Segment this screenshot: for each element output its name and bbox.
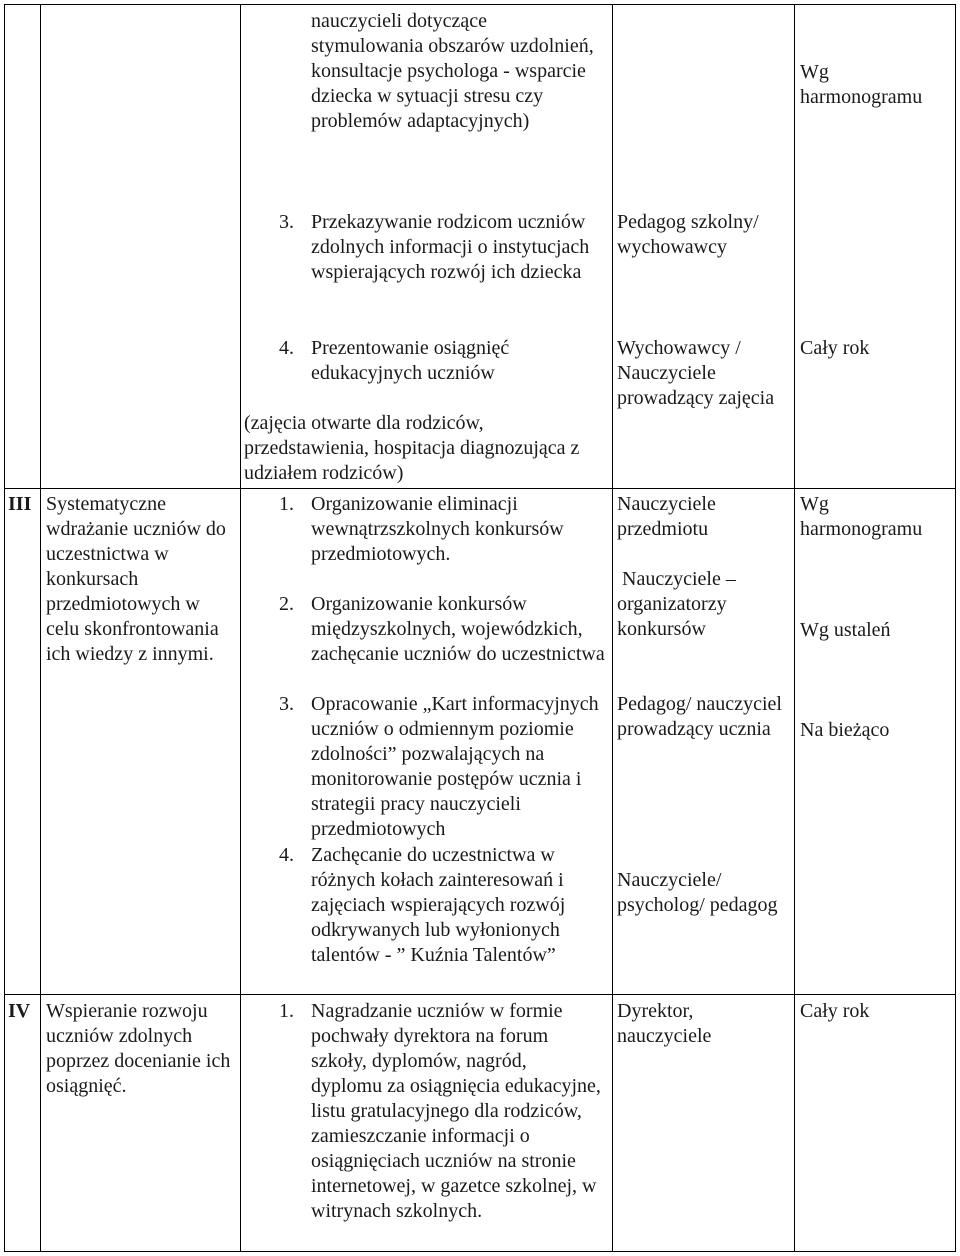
activity-item-number: 4. (279, 337, 294, 359)
activity-item-3 (279, 210, 611, 310)
activity-item-4 (279, 336, 611, 386)
section-number-iv: IV (8, 1000, 31, 1022)
activity-item-text: Opracowanie „Kart informacyjnych uczniów o odmiennym poziomie zdolności” pozwalających na monitorowanie postępów ucznia i strategii pracy nauczycieli przedmiotowych (311, 693, 599, 840)
responsible-item-4: Wychowawcy / Nauczyciele prowadzący zajęcia (617, 337, 775, 409)
table-border-right (955, 4, 956, 1252)
activity-item-number: 3. (279, 211, 294, 233)
activity-item-text: Prezentowanie osiągnięć edukacyjnych uczniów (311, 337, 510, 384)
section-iii-responsible-1: Nauczyciele przedmiotu (617, 493, 716, 540)
section-iii-item-2 (279, 592, 611, 692)
activity-item-4-note: (zajęcia otwarte dla rodziców, przedstawienia, hospitacja diagnozująca z udziałem rodziców) (244, 412, 580, 484)
activity-item-number: 2. (279, 593, 294, 615)
table-row-divider-1 (4, 488, 956, 489)
table-border-top (4, 4, 956, 5)
activity-item-text: Zachęcanie do uczestnictwa w różnych kołach zainteresowań i zajęciach wspierających rozwój odkrywanych lub wyłonionych talentów - ” Kuźnia Talentów” (311, 844, 566, 966)
section-iv-goal: Wspieranie rozwoju uczniów zdolnych poprzez docenianie ich osiągnięć. (46, 1000, 231, 1097)
table-col-divider-3 (612, 4, 613, 1252)
section-iii-responsible-4: Nauczyciele/ psycholog/ pedagog (617, 869, 778, 916)
section-iii-item-3 (279, 692, 611, 842)
activity-item-number: 3. (279, 693, 294, 715)
responsible-item-3: Pedagog szkolny/ wychowawcy (617, 211, 759, 258)
section-iii-deadline-2: Wg ustaleń (800, 619, 891, 641)
activity-continuation-text: nauczycieli dotyczące stymulowania obszarów uzdolnień, konsultacje psychologa - wsparcie dziecka w sytuacji stresu czy problemów adaptacyjnych) (311, 10, 594, 132)
table-col-divider-4 (794, 4, 795, 1252)
section-iii-deadline-3: Na bieżąco (800, 719, 890, 741)
section-iv-item-1 (279, 999, 611, 1249)
section-number-iii: III (8, 493, 32, 515)
section-iii-responsible-3: Pedagog/ nauczyciel prowadzący ucznia (617, 693, 782, 740)
section-iii-responsible-2: Nauczyciele – organizatorzy konkursów (617, 568, 741, 640)
deadline-top: Wg harmonogramu (800, 61, 923, 108)
activity-item-text: Przekazywanie rodzicom uczniów zdolnych informacji o instytucjach wspierających rozwój ich dziecka (311, 211, 590, 283)
section-iv-deadline: Cały rok (800, 1000, 870, 1022)
section-iii-item-4 (279, 843, 611, 968)
table-border-left (4, 4, 5, 1252)
table-col-divider-1 (40, 4, 41, 1252)
section-iii-deadline-1: Wg harmonogramu (800, 493, 923, 540)
activity-item-text: Nagradzanie uczniów w formie pochwały dyrektora na forum szkoły, dyplomów, nagród, dyplomu za osiągnięcia edukacyjne, listu gratulacyjnego dla rodziców, zamieszczanie informacji o osiągnięciach uczniów na stronie internetowej, w gazetce szkolnej, w witrynach szkolnych. (311, 1000, 601, 1222)
table-col-divider-2 (240, 4, 241, 1252)
section-iii-goal: Systematyczne wdrażanie uczniów do uczestnictwa w konkursach przedmiotowych w celu skonfrontowania ich wiedzy z innymi. (46, 493, 226, 665)
table-row-divider-2 (4, 994, 956, 995)
table-border-bottom (4, 1251, 956, 1252)
activity-item-number: 4. (279, 844, 294, 866)
deadline-item-4: Cały rok (800, 337, 870, 359)
activity-item-text: Organizowanie konkursów międzyszkolnych, wojewódzkich, zachęcanie uczniów do uczestnictwa (311, 593, 605, 665)
section-iv-responsible: Dyrektor, nauczyciele (617, 1000, 712, 1047)
activity-item-number: 1. (279, 493, 294, 515)
section-iii-item-1 (279, 492, 611, 567)
activity-item-number: 1. (279, 1000, 294, 1022)
activity-item-text: Organizowanie eliminacji wewnątrzszkolnych konkursów przedmiotowych. (311, 493, 564, 565)
